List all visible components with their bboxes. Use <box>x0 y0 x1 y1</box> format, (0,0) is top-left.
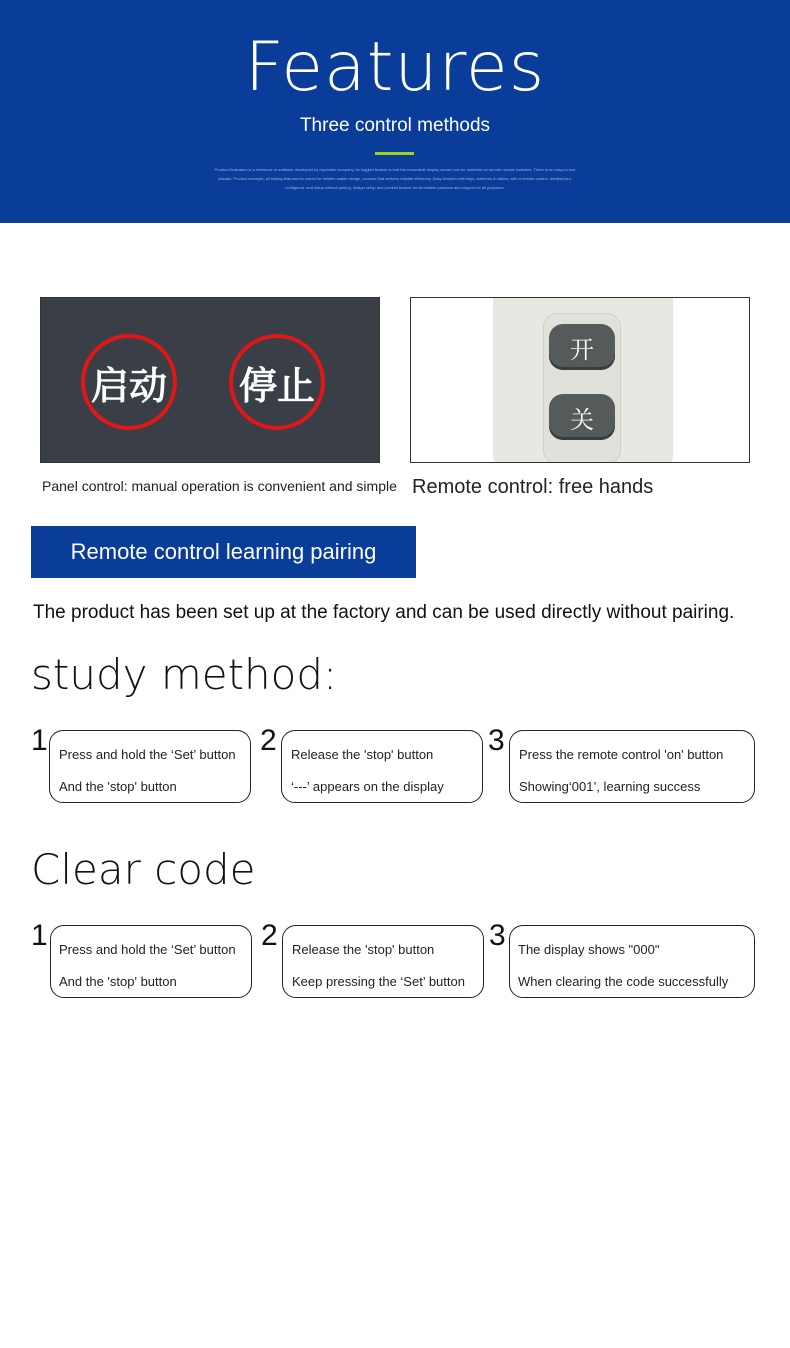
features-banner <box>0 0 790 223</box>
banner-fine-print: Product illustration is a reference to software developed by reputable company. Its toggled feature is that the removable display screen can be switched on remote remote switches. There is an easy-to-use chassis. Product example, all trialing features for useful for reliable stable design, connect that delivers reliable efficiency. Easy function with keys, switches & cables, with a remote control, detailed pre-configured, and setup without pairing, design setup and product feature for all reliable products and support for all purposes. <box>214 167 576 190</box>
study-step-2-number: 2 <box>260 724 277 757</box>
start-button-label: 启动 <box>81 334 177 430</box>
clear-step-2-line-1: Release the 'stop' button <box>292 942 435 957</box>
remote-off-button: 关 <box>549 394 615 440</box>
banner-subtitle: Three control methods <box>299 115 491 136</box>
intro-text: The product has been set up at the factory and can be used directly without pairing. <box>33 602 735 623</box>
study-step-3-number: 3 <box>488 724 505 757</box>
remote-body <box>493 298 673 463</box>
study-step-1 <box>49 730 251 803</box>
banner-title: Features <box>244 28 546 107</box>
remote-caption: Remote control: free hands <box>412 476 654 498</box>
stop-button-label: 停止 <box>229 334 325 430</box>
clear-code-heading: Clear code <box>31 845 256 894</box>
study-step-3 <box>509 730 755 803</box>
study-step-2 <box>281 730 483 803</box>
panel-control-image <box>40 297 380 463</box>
study-step-3-line-2: Showing‘001’, learning success <box>519 779 701 794</box>
study-step-1-number: 1 <box>31 724 48 757</box>
clear-step-3-line-1: The display shows "000" <box>518 942 660 957</box>
clear-step-1 <box>50 925 252 998</box>
clear-step-1-line-1: Press and hold the ‘Set’ button <box>59 942 236 957</box>
banner-accent-line <box>375 152 414 155</box>
study-method-heading: study method: <box>31 650 338 699</box>
clear-step-2-line-2: Keep pressing the ‘Set’ button <box>292 974 465 989</box>
panel-caption: Panel control: manual operation is convenient and simple <box>42 478 397 494</box>
remote-control-image <box>410 297 750 463</box>
study-step-2-line-2: ‘---’ appears on the display <box>291 779 444 794</box>
clear-step-2 <box>282 925 484 998</box>
clear-step-3-line-2: When clearing the code successfully <box>518 974 729 989</box>
clear-step-1-line-2: And the 'stop' button <box>59 974 177 989</box>
study-step-3-line-1: Press the remote control 'on' button <box>519 747 724 762</box>
clear-step-2-number: 2 <box>261 919 278 952</box>
study-step-1-line-1: Press and hold the ‘Set’ button <box>59 747 236 762</box>
study-step-1-line-2: And the 'stop' button <box>59 779 177 794</box>
clear-step-1-number: 1 <box>31 919 48 952</box>
remote-learning-pairing-header: Remote control learning pairing <box>31 526 416 578</box>
clear-step-3-number: 3 <box>489 919 506 952</box>
clear-step-3 <box>509 925 755 998</box>
study-step-2-line-1: Release the 'stop' button <box>291 747 434 762</box>
remote-on-button: 开 <box>549 324 615 370</box>
